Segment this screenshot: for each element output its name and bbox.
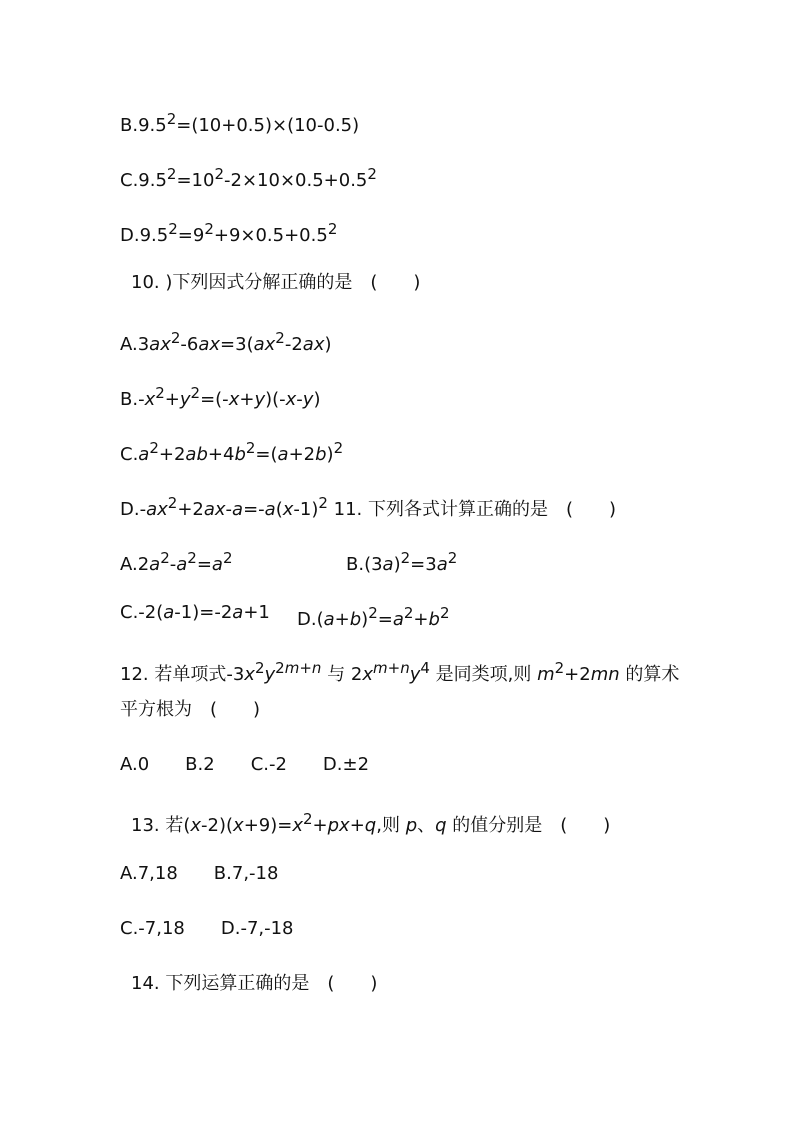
option-c-9-5-squared: $C.9.5^2=10^2-2\times 10\times 0.5+0.5^2$ bbox=[120, 165, 377, 191]
q11-option-b: $B.(3a)^2=3a^2$ bbox=[346, 549, 458, 575]
q11-option-d: $D.(a+b)^2=a^2+b^2$ bbox=[297, 604, 450, 630]
option-d-9-5-squared: $D.9.5^2=9^2+9\times 0.5+0.5^2$ bbox=[120, 220, 338, 246]
question-12-line-2: 平方根为 ( ) bbox=[120, 699, 261, 720]
question-10: 10. )下列因式分解正确的是 ( ) bbox=[131, 272, 421, 293]
q10-option-a: $A.3ax^2-6ax=3(ax^2-2ax)$ bbox=[120, 329, 332, 355]
q12-options: A.0 B.2 C.-2 D.±2 bbox=[120, 754, 370, 775]
q10-option-b: $B.-x^2+y^2=(-x+y)(-x-y)$ bbox=[120, 384, 321, 410]
q13-options-c-d: C.-7,18 D.-7,-18 bbox=[120, 918, 294, 939]
q13-options-a-b: A.7,18 B.7,-18 bbox=[120, 863, 279, 884]
option-b-9-5-squared: $B.9.5^2=(10+0.5)\times(10-0.5)$ bbox=[120, 110, 360, 136]
q10-option-d-and-question-11: $D.-ax^2+2ax-a=-a(x-1)^2$ 11. 下列各式计算正确的是 ( ) bbox=[120, 494, 617, 520]
question-13: 13. 若$(x-2)(x+9)=x^2+px+q$,则 p、q 的值分别是 ( ) bbox=[131, 810, 611, 836]
question-14: 14. 下列运算正确的是 ( ) bbox=[131, 973, 378, 994]
q11-option-c: C.-2(a-1)=-2a+1 bbox=[120, 602, 270, 623]
question-12-line-1: 12. 若单项式$-3x^2y^{2m+n}$ 与 $2x^{m+n}y^4$ 是同类项,则 $m^2+2mn$ 的算术 bbox=[120, 659, 680, 685]
q10-option-c: $C.a^2+2ab+4b^2=(a+2b)^2$ bbox=[120, 439, 344, 465]
q11-option-a: $A.2a^2-a^2=a^2$ bbox=[120, 549, 233, 575]
